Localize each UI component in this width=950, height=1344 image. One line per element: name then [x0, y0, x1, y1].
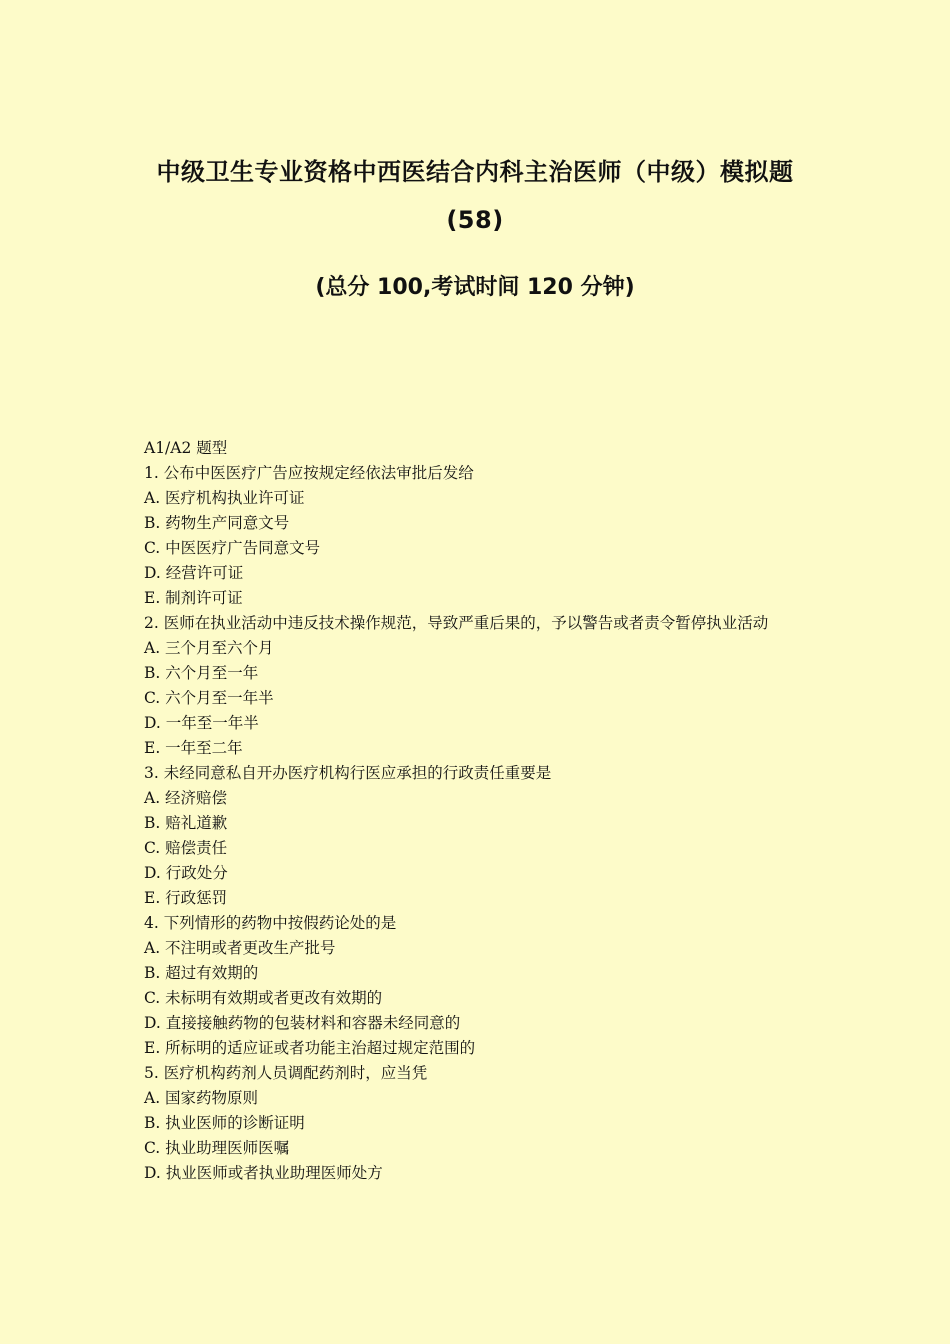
- answer-option: B. 六个月至一年: [144, 664, 259, 682]
- answer-option: A. 国家药物原则: [144, 1089, 259, 1107]
- answer-option: E. 一年至二年: [144, 739, 243, 757]
- question-stem: 1. 公布中医医疗广告应按规定经依法审批后发给: [144, 464, 474, 482]
- answer-option: E. 制剂许可证: [144, 589, 243, 607]
- answer-option: D. 一年至一年半: [144, 714, 259, 732]
- answer-option: C. 六个月至一年半: [144, 689, 274, 707]
- answer-option: B. 超过有效期的: [144, 964, 259, 982]
- answer-option: A. 经济赔偿: [144, 789, 228, 807]
- question-stem: 2. 医师在执业活动中违反技术操作规范，导致严重后果的，予以警告或者责令暂停执业活动: [144, 614, 769, 632]
- question-content: [144, 436, 809, 1186]
- document-subtitle: (总分 100,考试时间 120 分钟): [315, 275, 635, 300]
- answer-option: E. 行政惩罚: [144, 889, 228, 907]
- answer-option: C. 执业助理医师医嘱: [144, 1139, 290, 1157]
- answer-option: A. 医疗机构执业许可证: [144, 489, 305, 507]
- answer-option: B. 赔礼道歉: [144, 814, 228, 832]
- answer-option: B. 执业医师的诊断证明: [144, 1114, 305, 1132]
- question-stem: 3. 未经同意私自开办医疗机构行医应承担的行政责任重要是: [144, 764, 552, 782]
- answer-option: C. 中医医疗广告同意文号: [144, 539, 321, 557]
- answer-option: A. 不注明或者更改生产批号: [144, 939, 336, 957]
- answer-option: D. 行政处分: [144, 864, 228, 882]
- answer-option: B. 药物生产同意文号: [144, 514, 290, 532]
- answer-option: A. 三个月至六个月: [144, 639, 274, 657]
- answer-option: D. 经营许可证: [144, 564, 244, 582]
- answer-option: E. 所标明的适应证或者功能主治超过规定范围的: [144, 1039, 476, 1057]
- answer-option: C. 赔偿责任: [144, 839, 228, 857]
- answer-option: D. 直接接触药物的包装材料和容器未经同意的: [144, 1014, 461, 1032]
- question-stem: 4. 下列情形的药物中按假药论处的是: [144, 914, 397, 932]
- answer-option: C. 未标明有效期或者更改有效期的: [144, 989, 383, 1007]
- section-heading: A1/A2 题型: [144, 439, 228, 457]
- document-title: 中级卫生专业资格中西医结合内科主治医师（中级）模拟题(58): [156, 158, 794, 234]
- question-stem: 5. 医疗机构药剂人员调配药剂时，应当凭: [144, 1064, 428, 1082]
- answer-option: D. 执业医师或者执业助理医师处方: [144, 1164, 383, 1182]
